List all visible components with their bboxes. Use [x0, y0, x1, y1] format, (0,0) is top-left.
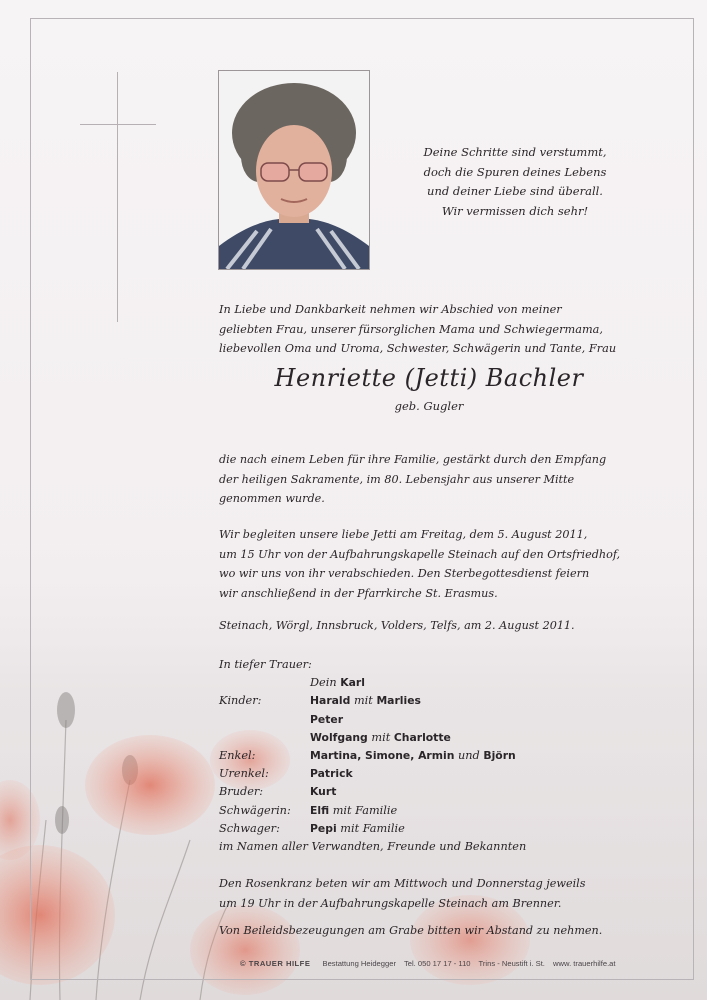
funeral-paragraph: [219, 525, 644, 603]
phone-number: Tel. 050 17 17 - 110: [403, 959, 471, 968]
place-date-text: Steinach, Wörgl, Innsbruck, Volders, Telfs, am 2. August 2011.: [219, 619, 575, 632]
child-name: Harald: [310, 694, 351, 708]
relatives-line: im Namen aller Verwandten, Freunde und Bekannten: [219, 839, 527, 853]
paragraph-line: um 19 Uhr in der Aufbahrungskapelle Steinach am Brenner.: [219, 896, 562, 910]
location: Trins - Neustift i. St.: [478, 959, 545, 968]
grandchildren-names: Martina, Simone, Armin: [310, 748, 455, 762]
place-date: [219, 616, 644, 636]
birth-name: geb. Gugler: [394, 399, 464, 413]
sister-in-law-entry: [310, 802, 397, 820]
paragraph-line: wir anschließend in der Pfarrkirche St. Erasmus.: [219, 586, 498, 600]
grandchild-last: Björn: [483, 748, 516, 762]
memorial-verse: [395, 143, 635, 221]
verse-line: und deiner Liebe sind überall.: [427, 184, 603, 198]
brother-in-law-name: Pepi: [310, 821, 337, 835]
mourners-list: [219, 656, 649, 856]
intro-line: geliebten Frau, unserer fürsorglichen Mama und Schwiegermama,: [219, 322, 603, 336]
paragraph-line: genommen wurde.: [219, 492, 325, 505]
schwaegerin-label: Schwägerin:: [219, 803, 291, 817]
trauerhilfe-logo: © TRAUER HILFE: [240, 959, 311, 968]
brother-in-law-suffix: mit Familie: [340, 821, 405, 835]
brother-in-law-entry: [310, 820, 405, 838]
brother-name: Kurt: [310, 785, 337, 799]
portrait-photo: [218, 70, 370, 270]
child-entry: [310, 692, 421, 710]
rosary-paragraph: [219, 874, 644, 913]
website-link[interactable]: www. trauerhilfe.at: [553, 959, 616, 968]
child-name: Peter: [310, 712, 344, 726]
verse-line: Deine Schritte sind verstummt,: [423, 145, 607, 159]
intro-line: In Liebe und Dankbarkeit nehmen wir Abschied von meiner: [219, 303, 562, 316]
child-partner: Marlies: [376, 694, 421, 708]
paragraph-line: um 15 Uhr von der Aufbahrungskapelle Steinach auf den Ortsfriedhof,: [219, 547, 621, 561]
paragraph-line: wo wir uns von ihr verabschieden. Den Sterbegottesdienst feiern: [219, 567, 590, 580]
verse-line: doch die Spuren deines Lebens: [423, 164, 607, 179]
paragraph-line: Den Rosenkranz beten wir am Mittwoch und Donnerstag jeweils: [219, 877, 586, 890]
child-joiner: mit: [353, 694, 373, 708]
enkel-label: Enkel:: [219, 748, 256, 762]
cross-icon-vertical: [117, 72, 118, 322]
condolence-text: Von Beileidsbezeugungen am Grabe bitten wir Abstand zu nehmen.: [219, 924, 603, 937]
life-paragraph: [219, 450, 644, 509]
grandchildren-entry: [310, 747, 516, 765]
husband-name: Karl: [340, 676, 365, 690]
husband-entry: [310, 674, 365, 692]
child-joiner: mit: [371, 730, 391, 744]
condolence-note: [219, 921, 644, 941]
schwager-label: Schwager:: [219, 821, 280, 835]
great-grandchild-name: Patrick: [310, 767, 353, 781]
deceased-name: Henriette (Jetti) Bachler: [274, 364, 584, 392]
bruder-label: Bruder:: [219, 785, 264, 799]
paragraph-line: der heiligen Sakramente, im 80. Lebensjahr aus unserer Mitte: [219, 472, 575, 486]
child-partner: Charlotte: [393, 730, 451, 744]
undertaker-name: Bestattung Heidegger: [322, 959, 396, 968]
footer: [240, 959, 660, 968]
husband-prefix: Dein: [310, 676, 337, 690]
paragraph-line: die nach einem Leben für ihre Familie, gestärkt durch den Empfang: [219, 453, 607, 466]
sister-in-law-name: Elfi: [310, 803, 330, 817]
child-entry: [310, 711, 343, 729]
child-name: Wolfgang: [310, 730, 368, 744]
paragraph-line: Wir begleiten unsere liebe Jetti am Freitag, dem 5. August 2011,: [219, 528, 588, 541]
mourners-heading: In tiefer Trauer:: [219, 658, 312, 671]
verse-line: Wir vermissen dich sehr!: [441, 203, 589, 218]
intro-paragraph: [219, 300, 649, 359]
intro-line: liebevollen Oma und Uroma, Schwester, Schwägerin und Tante, Frau: [219, 342, 617, 355]
kinder-label: Kinder:: [219, 694, 262, 708]
urenkel-label: Urenkel:: [219, 767, 269, 781]
cross-icon-horizontal: [80, 124, 156, 125]
sister-in-law-suffix: mit Familie: [332, 803, 398, 817]
child-entry: [310, 729, 451, 747]
grandchildren-joiner: und: [457, 748, 480, 762]
